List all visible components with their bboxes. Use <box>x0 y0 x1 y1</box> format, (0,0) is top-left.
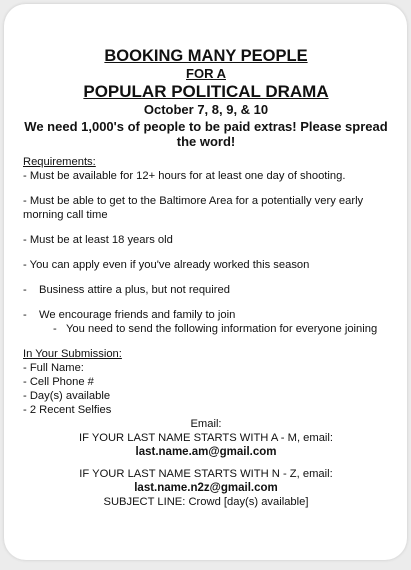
email-instructions <box>23 417 389 509</box>
submission-item: - Day(s) available <box>23 390 111 402</box>
range-n-z-text: IF YOUR LAST NAME STARTS WITH N - Z, email: <box>79 468 333 480</box>
shoot-dates: October 7, 8, 9, & 10 <box>143 102 269 117</box>
subject-line: SUBJECT LINE: Crowd [day(s) available] <box>103 496 309 508</box>
requirement-item: - Must be at least 18 years old <box>23 234 173 246</box>
title-line-3: POPULAR POLITICAL DRAMA <box>83 82 329 101</box>
submission-item: - Full Name: <box>23 362 84 374</box>
bullet-text: Business attire a plus, but not required <box>39 284 230 296</box>
email-address-a-m[interactable]: last.name.am@gmail.com <box>135 446 277 458</box>
requirement-item: - Must be available for 12+ hours for at least one day of shooting. <box>23 170 346 182</box>
flyer-header <box>23 47 389 149</box>
requirement-item: - Must be able to get to the Baltimore Area for a potentially very early morning call time <box>23 195 364 221</box>
title-line-2: FOR A <box>186 66 226 81</box>
submission-heading: In Your Submission: <box>23 348 122 360</box>
flyer-page <box>4 4 407 560</box>
bullet-dash: - <box>23 284 27 296</box>
sub-requirement-item <box>23 322 389 336</box>
email-address-n-z[interactable]: last.name.n2z@gmail.com <box>134 482 278 494</box>
requirement-item <box>23 308 389 322</box>
submission-item: - 2 Recent Selfies <box>23 404 112 416</box>
bullet-dash: - <box>23 309 27 321</box>
requirements-heading: Requirements: <box>23 156 96 168</box>
bullet-text: We encourage friends and family to join <box>39 309 236 321</box>
bullet-text: You need to send the following information for everyone joining <box>66 323 378 335</box>
title-line-1: BOOKING MANY PEOPLE <box>104 47 308 65</box>
requirement-item <box>23 283 389 297</box>
headline: We need 1,000's of people to be paid extras! Please spread the word! <box>24 119 388 149</box>
bullet-dash: - <box>53 323 57 335</box>
email-label: Email: <box>190 418 222 430</box>
range-a-m-text: IF YOUR LAST NAME STARTS WITH A - M, email: <box>78 432 334 444</box>
requirement-item: - You can apply even if you've already worked this season <box>23 259 310 271</box>
submission-item: - Cell Phone # <box>23 376 94 388</box>
